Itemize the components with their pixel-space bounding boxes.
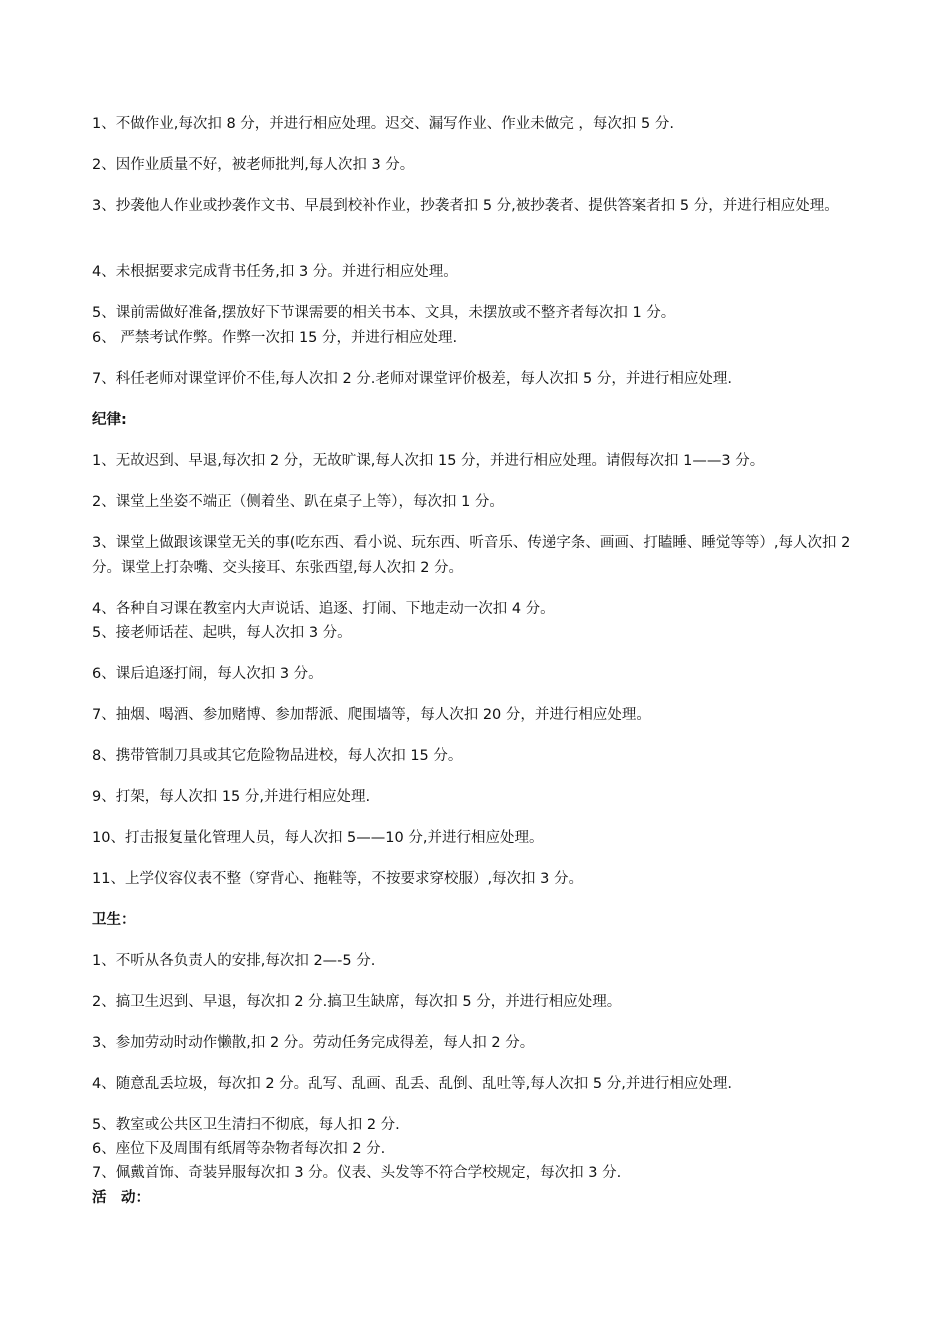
discipline-rule-11: 11、上学仪容仪表不整（穿背心、拖鞋等，不按要求穿校服）,每次扣 3 分。	[92, 871, 584, 887]
discipline-heading: 纪律:	[92, 412, 127, 428]
hygiene-rule-2: 2、搞卫生迟到、早退，每次扣 2 分.搞卫生缺席，每次扣 5 分，并进行相应处理。	[92, 994, 622, 1010]
study-rule-7: 7、科任老师对课堂评价不佳,每人次扣 2 分.老师对课堂评价极差，每人次扣 5 分，并进行相应处理.	[92, 371, 732, 387]
study-rule-2: 2、因作业质量不好，被老师批判,每人次扣 3 分。	[92, 157, 415, 173]
discipline-rule-3: 3、课堂上做跟该课堂无关的事(吃东西、看小说、玩东西、听音乐、传递字条、画画、打瞌睡、睡觉等等）,每人次扣 2 分。课堂上打杂嘴、交头接耳、东张西望,每人次扣 2 分。	[92, 535, 851, 576]
discipline-rule-2: 2、课堂上坐姿不端正（侧着坐、趴在桌子上等），每次扣 1 分。	[92, 494, 504, 510]
hygiene-heading: 卫生：	[92, 912, 136, 928]
discipline-rule-5: 5、接老师话茬、起哄，每人次扣 3 分。	[92, 625, 352, 641]
study-rule-4: 4、未根据要求完成背书任务,扣 3 分。并进行相应处理。	[92, 264, 458, 280]
study-rule-6: 6、 严禁考试作弊。作弊一次扣 15 分，并进行相应处理.	[92, 330, 458, 346]
hygiene-rule-4: 4、随意乱丢垃圾，每次扣 2 分。乱写、乱画、乱丢、乱倒、乱吐等,每人次扣 5 分,并进行相应处理.	[92, 1076, 732, 1092]
hygiene-rule-7: 7、佩戴首饰、奇装异服每次扣 3 分。仪表、头发等不符合学校规定，每次扣 3 分.	[92, 1165, 622, 1181]
discipline-rule-9: 9、打架，每人次扣 15 分,并进行相应处理.	[92, 789, 371, 805]
discipline-rule-7: 7、抽烟、喝酒、参加赌博、参加帮派、爬围墙等，每人次扣 20 分，并进行相应处理。	[92, 707, 651, 723]
study-rule-5: 5、课前需做好准备,摆放好下节课需要的相关书本、文具，未摆放或不整齐者每次扣 1 分。	[92, 305, 676, 321]
activity-heading: 活 动：	[92, 1190, 150, 1206]
discipline-rule-8: 8、携带管制刀具或其它危险物品进校，每人次扣 15 分。	[92, 748, 463, 764]
discipline-rule-4: 4、各种自习课在教室内大声说话、追逐、打闹、下地走动一次扣 4 分。	[92, 601, 555, 617]
hygiene-rule-1: 1、不听从各负责人的安排,每次扣 2—-5 分.	[92, 953, 376, 969]
discipline-rule-10: 10、打击报复量化管理人员，每人次扣 5——10 分,并进行相应处理。	[92, 830, 544, 846]
hygiene-rule-3: 3、参加劳动时动作懒散,扣 2 分。劳动任务完成得差，每人扣 2 分。	[92, 1035, 535, 1051]
study-rule-3: 3、抄袭他人作业或抄袭作文书、早晨到校补作业，抄袭者扣 5 分,被抄袭者、提供答案者扣 5 分，并进行相应处理。	[92, 198, 839, 214]
hygiene-rule-6: 6、座位下及周围有纸屑等杂物者每次扣 2 分.	[92, 1141, 386, 1157]
hygiene-rule-5: 5、教室或公共区卫生清扫不彻底，每人扣 2 分.	[92, 1117, 400, 1133]
study-rule-1: 1、不做作业,每次扣 8 分，并进行相应处理。迟交、漏写作业、作业未做完 ，每次扣 5 分.	[92, 116, 674, 132]
discipline-rule-1: 1、无故迟到、早退,每次扣 2 分，无故旷课,每人次扣 15 分，并进行相应处理。请假每次扣 1——3 分。	[92, 453, 765, 469]
discipline-rule-6: 6、课后追逐打闹，每人次扣 3 分。	[92, 666, 323, 682]
